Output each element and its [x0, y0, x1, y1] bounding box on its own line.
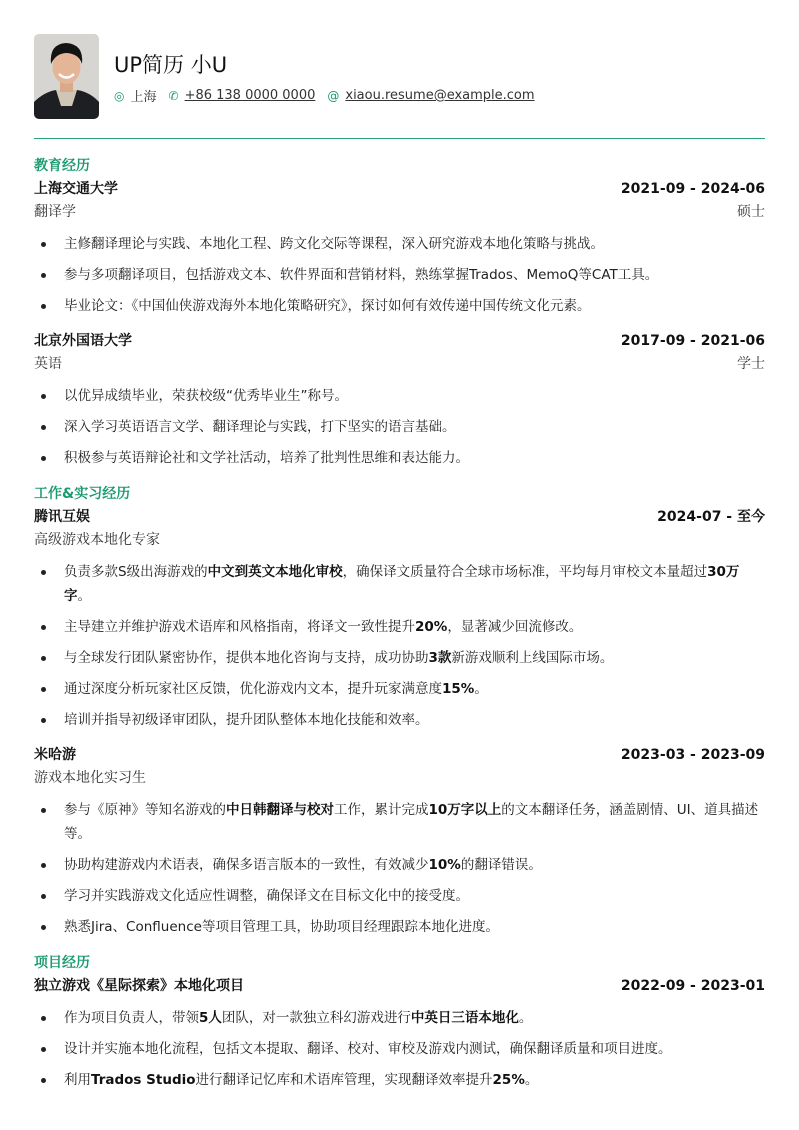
entry-subtitle-row: [34, 353, 765, 376]
entry-title: 米哈游: [34, 747, 76, 763]
resume-entry: [34, 506, 765, 732]
resume-entry: [34, 744, 765, 939]
bullet-item: [34, 263, 765, 287]
email-link[interactable]: xiaou.resume@example.com: [345, 88, 535, 103]
entry-degree: 学士: [737, 356, 765, 372]
avatar-photo: [34, 34, 99, 119]
phone-link[interactable]: +86 138 0000 0000: [184, 88, 316, 103]
bold-text: 30万字: [64, 564, 740, 604]
text: ，确保译文质量符合全球市场标准，平均每月审校文本量超过: [342, 564, 708, 580]
bullet-item: [34, 646, 765, 670]
bullet-item: [34, 1037, 765, 1061]
bullet-item: [34, 560, 765, 608]
bullet-list: [34, 224, 765, 318]
text: ，显著减少回流修改。: [447, 619, 583, 635]
resume-entry: [34, 975, 765, 1092]
resume-section: [34, 951, 765, 1092]
text: 的文本翻译任务，涵盖剧情、UI、道具描述等。: [64, 802, 759, 842]
entry-degree: 硕士: [737, 204, 765, 220]
bold-text: Trados Studio: [91, 1072, 196, 1088]
text: 参与《原神》等知名游戏的: [64, 802, 226, 818]
location-text: 上海: [130, 90, 157, 105]
bold-text: 15%: [442, 681, 475, 697]
resume-body: [34, 154, 765, 1104]
text: 团队，对一款独立科幻游戏进行: [221, 1010, 411, 1026]
entry-subtitle-row: [34, 767, 765, 790]
bullet-item: [34, 415, 765, 439]
text: 主修翻译理论与实践、本地化工程、跨文化交际等课程，深入研究游戏本地化策略与挑战。: [64, 236, 604, 252]
bullet-list: [34, 790, 765, 939]
text: 深入学习英语语言文学、翻译理论与实践，打下坚实的语言基础。: [64, 419, 456, 435]
text: 参与多项翻译项目，包括游戏文本、软件界面和营销材料，熟练掌握Trados、MemoQ等CAT工具。: [64, 267, 659, 283]
bullet-item: [34, 915, 765, 939]
entry-title: 独立游戏《星际探索》本地化项目: [34, 978, 244, 994]
entry-header: [34, 975, 765, 998]
section-title: 工作&实习经历: [34, 486, 131, 502]
bullet-item: [34, 384, 765, 408]
resume-header: [34, 34, 541, 119]
bold-text: 10%: [428, 857, 461, 873]
bullet-item: [34, 708, 765, 732]
text: 主导建立并维护游戏术语库和风格指南，将译文一致性提升: [64, 619, 415, 635]
text: 。: [77, 588, 91, 604]
bullet-item: [34, 853, 765, 877]
bold-text: 3款: [428, 650, 452, 666]
entry-subtitle: 高级游戏本地化专家: [34, 532, 160, 548]
text: 的翻译错误。: [460, 857, 542, 873]
phone-icon: ✆: [168, 88, 179, 103]
bold-text: 中文到英文本地化审校: [207, 564, 343, 580]
bullet-item: [34, 798, 765, 846]
bold-text: 10万字以上: [428, 802, 502, 818]
text: 通过深度分析玩家社区反馈，优化游戏内文本，提升玩家满意度: [64, 681, 442, 697]
entry-header: [34, 506, 765, 529]
entry-header: [34, 330, 765, 353]
text: 利用: [64, 1072, 91, 1088]
bullet-item: [34, 677, 765, 701]
entry-subtitle: 游戏本地化实习生: [34, 770, 146, 786]
bullet-item: [34, 884, 765, 908]
entry-title: 腾讯互娱: [34, 509, 90, 525]
entry-date: 2023-03 - 2023-09: [620, 747, 765, 763]
resume-entry: [34, 330, 765, 470]
resume-entry: [34, 178, 765, 318]
text: 进行翻译记忆库和术语库管理，实现翻译效率提升: [195, 1072, 493, 1088]
location-pin-icon: ◎: [114, 88, 125, 103]
text: 作为项目负责人，带领: [64, 1010, 199, 1026]
bullet-item: [34, 294, 765, 318]
section-title: 项目经历: [34, 955, 90, 971]
text: 。: [518, 1010, 533, 1026]
text: 工作，累计完成: [334, 802, 429, 818]
text: 。: [474, 681, 488, 697]
bullet-item: [34, 446, 765, 470]
bold-text: 中日韩翻译与校对: [226, 802, 334, 818]
entry-header: [34, 178, 765, 201]
entry-date: 2022-09 - 2023-01: [620, 978, 765, 994]
bullet-item: [34, 615, 765, 639]
entry-subtitle-row: [34, 529, 765, 552]
entry-title: 上海交通大学: [34, 181, 118, 197]
bold-text: 中英日三语本地化: [410, 1010, 519, 1026]
resume-section: [34, 154, 765, 470]
bold-text: 20%: [415, 619, 448, 635]
entry-header: [34, 744, 765, 767]
section-title: 教育经历: [34, 158, 90, 174]
text: 毕业论文：《中国仙侠游戏海外本地化策略研究》，探讨如何有效传递中国传统文化元素。: [64, 298, 591, 314]
bullet-list: [34, 998, 765, 1092]
entry-subtitle: 英语: [34, 356, 62, 372]
text: 。: [524, 1072, 539, 1088]
entry-title: 北京外国语大学: [34, 333, 132, 349]
text: 以优异成绩毕业，荣获校级“优秀毕业生”称号。: [64, 388, 348, 404]
text: 新游戏顺利上线国际市场。: [451, 650, 614, 666]
text: 熟悉Jira、Confluence等项目管理工具，协助项目经理跟踪本地化进度。: [64, 919, 499, 935]
bullet-item: [34, 232, 765, 256]
bullet-list: [34, 376, 765, 470]
entry-subtitle-row: [34, 201, 765, 224]
entry-date: 2024-07 - 至今: [657, 509, 765, 525]
bullet-item: [34, 1006, 765, 1030]
text: 培训并指导初级译审团队，提升团队整体本地化技能和效率。: [64, 712, 429, 728]
bullet-item: [34, 1068, 765, 1092]
email-icon: @: [327, 88, 340, 103]
text: 学习并实践游戏文化适应性调整，确保译文在目标文化中的接受度。: [64, 888, 469, 904]
text: 与全球发行团队紧密协作，提供本地化咨询与支持，成功协助: [64, 650, 429, 666]
text: 设计并实施本地化流程，包括文本提取、翻译、校对、审校及游戏内测试，确保翻译质量和项目进度。: [64, 1041, 672, 1057]
bold-text: 25%: [492, 1072, 525, 1088]
entry-date: 2021-09 - 2024-06: [620, 181, 765, 197]
text: 协助构建游戏内术语表，确保多语言版本的一致性，有效减少: [64, 857, 429, 873]
header-divider: [34, 138, 765, 139]
candidate-name: UP简历 小U: [114, 53, 228, 77]
entry-subtitle: 翻译学: [34, 204, 76, 220]
text: 积极参与英语辩论社和文学社活动，培养了批判性思维和表达能力。: [64, 450, 469, 466]
bold-text: 5人: [199, 1010, 222, 1026]
resume-section: [34, 482, 765, 939]
bullet-list: [34, 552, 765, 732]
entry-date: 2017-09 - 2021-06: [620, 333, 765, 349]
text: 负责多款S级出海游戏的: [64, 564, 208, 580]
